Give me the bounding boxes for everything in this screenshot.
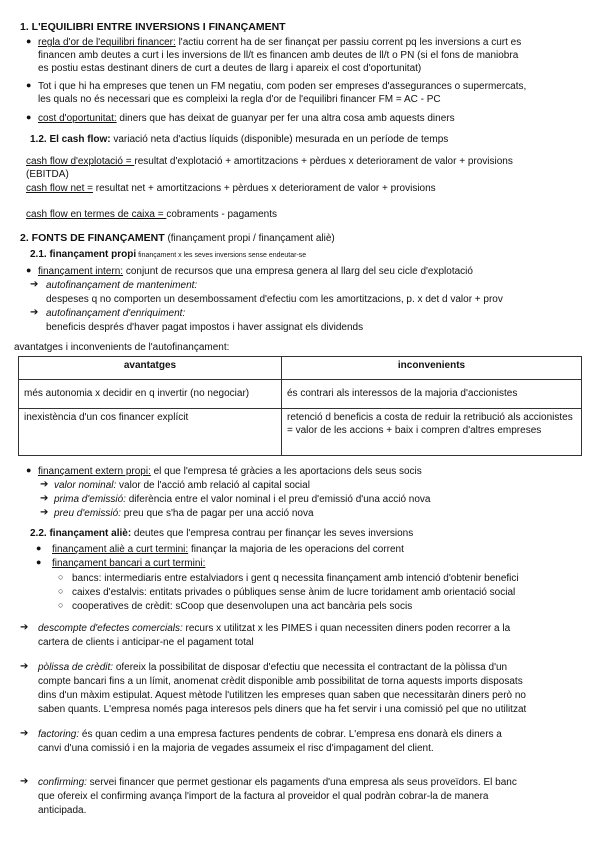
bill-discount-line-1: descompte d'efectes comercials: recurs x utilitzat x les PIMES i quan necessiten diners poden recorrer a la	[38, 623, 511, 634]
credit-cooperatives-line: cooperatives de crèdit: sCoop que desenvolupen una act bancària pels socis	[72, 601, 413, 612]
bill-discount-line-2: cartera de clients i anticipar-ne el pagament total	[38, 637, 254, 648]
confirming-line-2: que ofereix el confirming avança l'import de la factura al proveidor el qual podràn cobrar-la de manera	[38, 791, 489, 802]
arrow-icon: ➔	[30, 307, 39, 318]
table-caption: avantatges i inconvenients de l'autofinançament:	[14, 342, 230, 353]
bank-financing-line: finançament bancari a curt termini:	[52, 558, 206, 569]
confirming-line-3: anticipada.	[38, 805, 87, 816]
golden-rule-line-3: es postiu estas destinant diners de curt a deutes de llarg i apareix el cost d'oportunitat)	[38, 63, 422, 74]
circle-bullet: ○	[58, 600, 64, 610]
confirming-line-1: confirming: servei financer que permet gestionar els pagaments d'una empresa als seus proveïdors. El banc	[38, 777, 517, 788]
golden-rule-line-1: regla d'or de l'equilibri financer: l'actiu corrent ha de ser finançat per passiu corrent pq les inversions a curt es	[38, 37, 522, 48]
credit-policy-line-3: dins d'un màxim estipulat. Aquest mètode l'utilitzen les empreses quan saben que necessitaràn diners però no	[38, 690, 526, 701]
bullet-dot: ●	[26, 80, 32, 90]
enrichment-self-financing-text: beneficis després d'haver pagat impostos i haver assignat els dividends	[46, 322, 364, 333]
table-header-row	[19, 357, 582, 380]
circle-bullet: ○	[58, 586, 64, 596]
factoring-line-1: factoring: és quan cedim a una empresa factures pendents de cobrar. L'empresa ens donarà els diners a	[38, 729, 502, 740]
external-financing-heading: 2.2. finançament aliè: deutes que l'empresa contrau per finançar les seves inversions	[30, 528, 414, 539]
arrow-icon: ➔	[40, 479, 49, 490]
arrow-icon: ➔	[20, 622, 29, 633]
cash-flow-heading: 1.2. El cash flow: variació neta d'actius líquids (disponible) mesurada en un període de temps	[30, 134, 449, 145]
circle-bullet: ○	[58, 572, 64, 582]
opportunity-cost-line: cost d'oportunitat: diners que has deixat de guanyar per fer una altra cosa amb aquests diners	[38, 113, 455, 124]
bullet-dot: ●	[26, 112, 32, 122]
maintenance-self-financing-text: despeses q no comporten un desembossament d'efectiu com les amortitzacions, p. x det d valor + prov	[46, 294, 503, 305]
nominal-value-line: valor nominal: valor de l'acció amb relació al capital social	[54, 480, 310, 491]
section-1-heading: 1. L'EQUILIBRI ENTRE INVERSIONS I FINANÇAMENT	[20, 21, 286, 33]
own-financing-heading: 2.1. finançament propi finançament x les seves inversions sense endeutar-se	[30, 249, 307, 260]
arrow-icon: ➔	[20, 661, 29, 672]
arrow-icon: ➔	[20, 776, 29, 787]
table-cell: retenció d beneficis a costa de reduir la retribució als accionistes = valor de les accions + baix i compren d'altres empreses	[282, 409, 582, 456]
credit-policy-line-1: pòlissa de crèdit: ofereix la possibilitat de disposar d'efectiu que necessita el contractant de la pòlissa d'un	[38, 662, 508, 673]
arrow-icon: ➔	[20, 728, 29, 739]
arrow-icon: ➔	[40, 507, 49, 518]
factoring-line-2: canvi d'una comissió i en la majoria de vegades assumeix el risc d'impagament del client.	[38, 743, 434, 754]
table-cell: més autonomia x decidir en q invertir (no negociar)	[19, 380, 282, 409]
self-financing-table	[18, 356, 582, 456]
bullet-dot: ●	[26, 36, 32, 46]
savings-banks-line: caixes d'estalvis: entitats privades o públiques sense ànim de lucre toridament amb orientació social	[72, 587, 516, 598]
maintenance-self-financing-term: autofinançament de manteniment:	[46, 280, 198, 291]
operating-cash-flow-line-2: (EBITDA)	[26, 169, 69, 180]
bullet-dot: ●	[26, 465, 32, 475]
table-row	[19, 409, 582, 456]
golden-rule-line-2: financen amb deutes a curt i les inversions de ll/t es financen amb deutes de ll/t o PN (si el fons de maniobra	[38, 50, 519, 61]
bullet-dot: ●	[36, 543, 42, 553]
negative-fm-line-2: les quals no és necessari que es compleixi la regla d'or de l'equilibri financer FM = AC - PC	[38, 94, 441, 105]
bullet-dot: ●	[36, 557, 42, 567]
credit-policy-line-4: saben quants. L'empresa només paga interesos pels diners que ha fet servir i una comissió pel que no utilitzat	[38, 704, 527, 715]
short-term-financing-line: finançament aliè a curt termini: finançar la majoria de les operacions del corrent	[52, 544, 404, 555]
issue-price-line: preu d'emissió: preu que s'ha de pagar per una acció nova	[54, 508, 314, 519]
table-header-cell: inconvenients	[282, 357, 582, 380]
issue-premium-line: prima d'emissió: diferència entre el valor nominal i el preu d'emissió d'una acció nova	[54, 494, 431, 505]
table-cell: inexistència d'un cos financer explícit	[19, 409, 282, 456]
credit-policy-line-2: compte bancari fins a un límit, anomenat crèdit disponible amb possibilitat de torna aquests imports disposats	[38, 676, 523, 687]
operating-cash-flow-line: cash flow d'explotació = resultat d'explotació + amortitzacions + pèrdues x deteriorament de valor + provisions	[26, 156, 513, 167]
net-cash-flow-line: cash flow net = resultat net + amortitzacions + pèrdues x deteriorament de valor + provisions	[26, 183, 436, 194]
arrow-icon: ➔	[30, 279, 39, 290]
negative-fm-line-1: Tot i que hi ha empreses que tenen un FM negatiu, com poden ser empreses d'assegurances o supermercats,	[38, 81, 527, 92]
cash-terms-cash-flow-line: cash flow en termes de caixa = cobraments - pagaments	[26, 209, 277, 220]
arrow-icon: ➔	[40, 493, 49, 504]
table-header-cell: avantatges	[19, 357, 282, 380]
external-own-financing-line: finançament extern propi: el que l'empresa té gràcies a les aportacions dels seus socis	[38, 466, 422, 477]
section-2-heading: 2. FONTS DE FINANÇAMENT (finançament propi / finançament aliè)	[20, 232, 335, 244]
table-cell: és contrari als interessos de la majoria d'accionistes	[282, 380, 582, 409]
enrichment-self-financing-term: autofinançament d'enriquiment:	[46, 308, 186, 319]
banks-line: bancs: intermediaris entre estalviadors i gent q necessita finançament amb intenció d'obtenir benefici	[72, 573, 519, 584]
internal-financing-line: finançament intern: conjunt de recursos que una empresa genera al llarg del seu cicle d'explotació	[38, 266, 473, 277]
table-row	[19, 380, 582, 409]
bullet-dot: ●	[26, 265, 32, 275]
